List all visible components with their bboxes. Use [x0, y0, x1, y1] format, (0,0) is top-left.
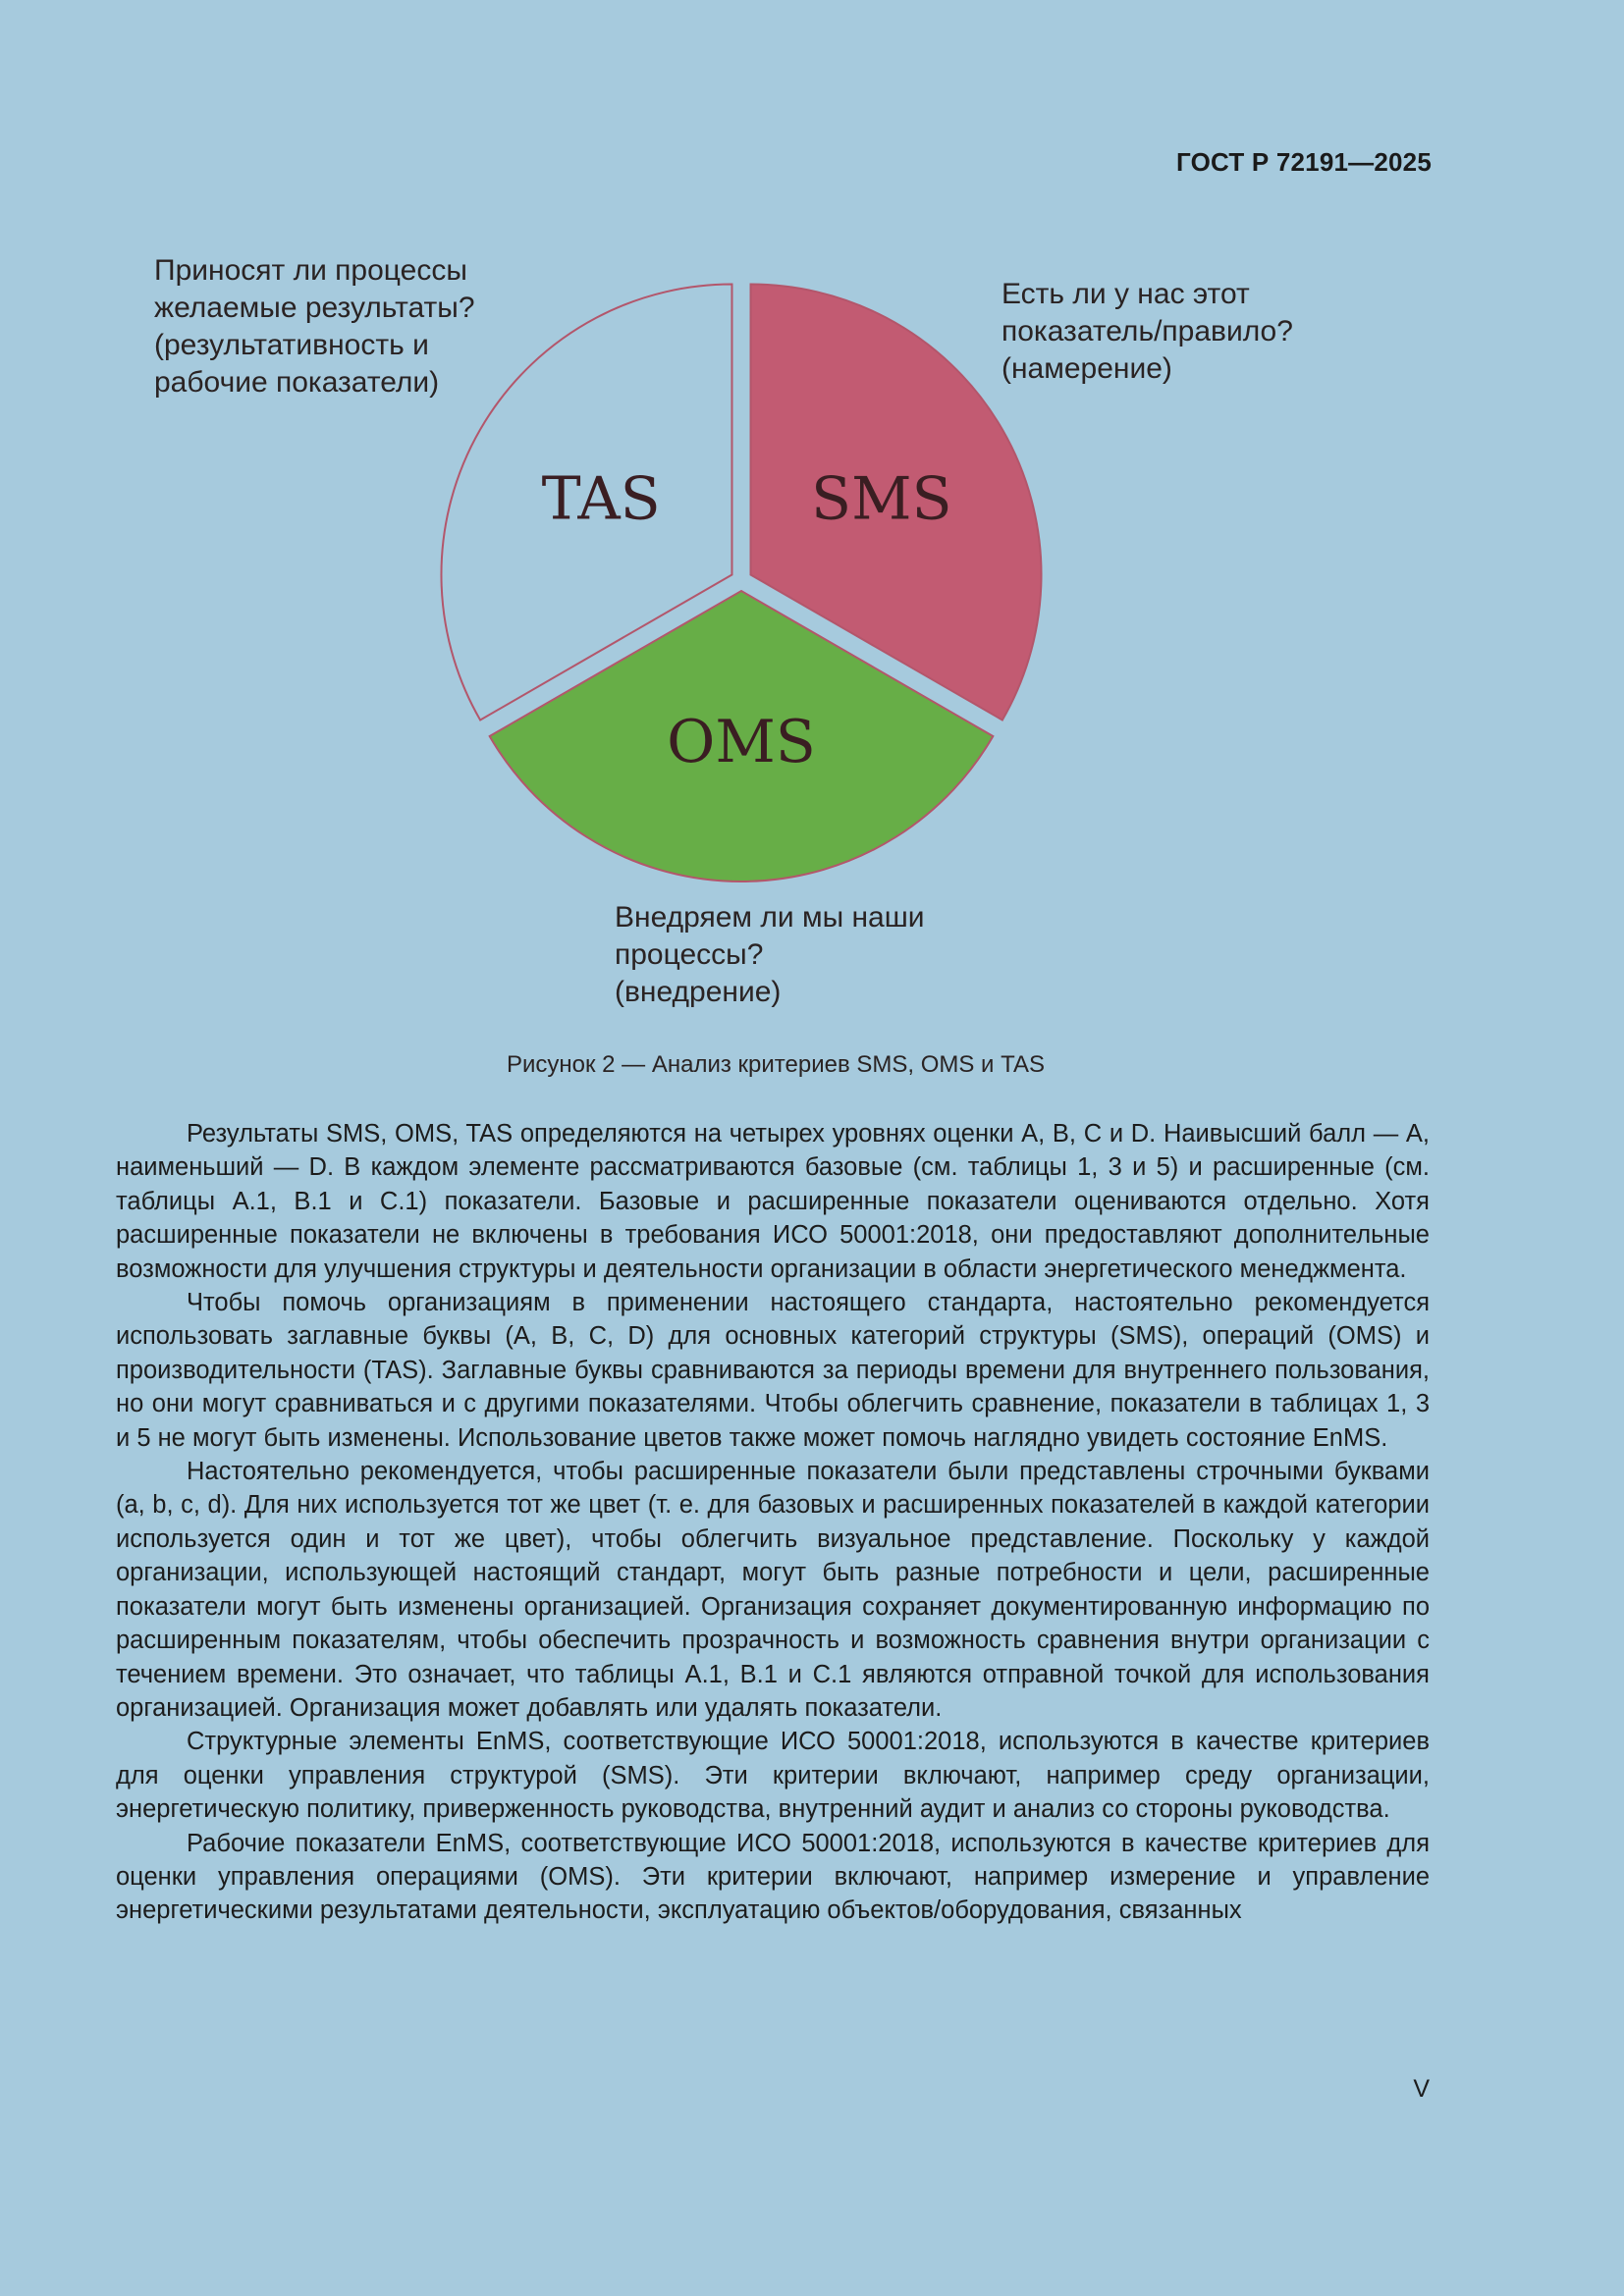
body-paragraph: Результаты SMS, OMS, TAS определяются на четырех уровнях оценки A, B, C и D. Наивысший балл — A, наименьший — D. В каждом элементе рассматриваются базовые (см. таблицы 1, 3 и 5) и расширенные (см. таблицы A.1, B.1 и C.1) показатели. Базовые и расширенные показатели оцениваются отдельно. Хотя расширенные показатели не включены в требования ИСО 50001:2018, они предоставляют дополнительные возможности для улучшения структуры и деятельности организации в области энергетического менеджмента. [116, 1120, 1430, 1283]
tas-callout: Приносят ли процессы желаемые результаты? (результативность и рабочие показатели) [154, 254, 475, 399]
document-code: ГОСТ Р 72191—2025 [1176, 147, 1432, 177]
pie-label-tas: TAS [541, 464, 661, 534]
pie-label-sms: SMS [810, 464, 952, 534]
oms-callout: Внедряем ли мы наши процессы? (внедрение) [615, 901, 925, 1008]
pie-label-oms: OMS [667, 707, 816, 776]
body-paragraph: Структурные элементы EnMS, соответствующие ИСО 50001:2018, используются в качестве критериев для оценки управления структурой (SMS). Эти критерии включают, например среду организации, энергетическую политику, приверженность руководства, внутренний аудит и анализ со стороны руководства. [116, 1728, 1430, 1824]
body-paragraph: Рабочие показатели EnMS, соответствующие ИСО 50001:2018, используются в качестве критериев для оценки управления операциями (OMS). Эти критерии включают, например измерение и управление энергетическими результатами деятельности, эксплуатацию объектов/оборудования, связанных [116, 1829, 1430, 1925]
pie-chart [441, 285, 1041, 882]
body-text [116, 1117, 1430, 1928]
figure-caption: Рисунок 2 — Анализ критериев SMS, OMS и TAS [506, 1051, 1046, 1078]
sms-callout: Есть ли у нас этот показатель/правило? (намерение) [1001, 278, 1293, 385]
body-paragraph: Чтобы помочь организациям в применении настоящего стандарта, настоятельно рекомендуется использовать заглавные буквы (A, B, C, D) для основных категорий структуры (SMS), операций (OMS) и производительности (TAS). Заглавные буквы сравниваются за периоды времени для внутреннего пользования, но они могут сравниваться и с другими показателями. Чтобы облегчить сравнение, показатели в таблицах 1, 3 и 5 не могут быть изменены. Использование цветов также может помочь наглядно увидеть состояние EnMS. [116, 1289, 1430, 1452]
body-paragraph: Настоятельно рекомендуется, чтобы расширенные показатели были представлены строчными буквами (a, b, c, d). Для них используется тот же цвет (т. е. для базовых и расширенных показателей в каждой категории используется один и тот же цвет), чтобы облегчить визуальное представление. Поскольку у каждой организации, использующей настоящий стандарт, могут быть разные потребности и цели, расширенные показатели могут быть изменены организацией. Организация сохраняет документированную информацию по расширенным показателям, чтобы обеспечить прозрачность и возможность сравнения внутри организации с течением времени. Это означает, что таблицы A.1, B.1 и C.1 являются отправной точкой для использования организацией. Организация может добавлять или удалять показатели. [116, 1458, 1430, 1722]
page-number: V [1413, 2075, 1430, 2103]
